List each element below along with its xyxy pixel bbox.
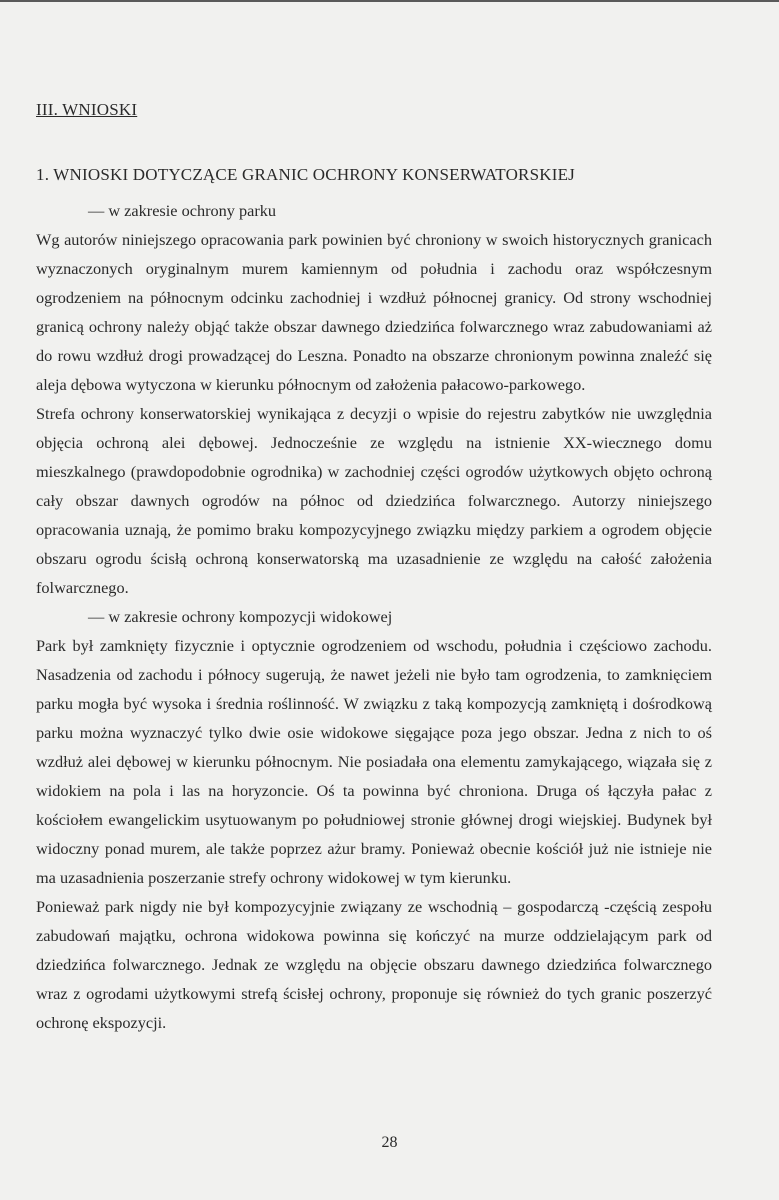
paragraph: Ponieważ park nigdy nie był kompozycyjnie związany ze wschodnią – gospodarczą -częścią zespołu zabudowań majątku, ochrona widokowa powinna się kończyć na murze oddzielającym park od dziedzińca folwarcznego. Jednak ze względu na objęcie obszaru dawnego dziedzińca folwarcznego wraz z ogrodami użytkowymi strefą ścisłej ochrony, proponuje się również do tych granic poszerzyć ochronę ekspozycji.	[36, 897, 712, 1032]
paragraph: Wg autorów niniejszego opracowania park powinien być chroniony w swoich historycznych granicach wyznaczonych oryginalnym murem kamiennym od południa i zachodu oraz współczesnym ogrodzeniem na północnym odcinku zachodniej i wzdłuż północnej granicy. Od strony wschodniej granicą ochrony należy objąć także obszar dawnego dziedzińca folwarcznego wraz zabudowaniami aż do rowu wzdłuż drogi prowadzącej do Leszna. Ponadto na obszarze chronionym powinna znaleźć się aleja dębowa wytyczona w kierunku północnym od założenia pałacowo-parkowego.	[36, 230, 712, 394]
section-heading: III. WNIOSKI	[36, 100, 138, 119]
paragraph: Strefa ochrony konserwatorskiej wynikająca z decyzji o wpisie do rejestru zabytków nie uwzględnia objęcia ochroną alei dębowej. Jednocześnie ze względu na istnienie XX-wiecznego domu mieszkalnego (prawdopodobnie ogrodnika) w zachodniej części ogrodów użytkowych objęto ochroną cały obszar dawnych ogrodów na północ od dziedzińca folwarcznego. Autorzy niniejszego opracowania uznają, że pomimo braku kompozycyjnego związku między parkiem a ogrodem objęcie obszaru ogrodu ścisłą ochroną konserwatorską ma uzasadnienie ze względu na całość założenia folwarcznego.	[36, 404, 712, 597]
body-text	[36, 196, 712, 1037]
subsection-heading: 1. WNIOSKI DOTYCZĄCE GRANIC OCHRONY KONSERWATORSKIEJ	[36, 165, 575, 184]
subheading-view-protection: — w zakresie ochrony kompozycji widokowej	[88, 607, 393, 626]
subheading-park-protection: — w zakresie ochrony parku	[88, 201, 277, 220]
scan-top-edge	[0, 0, 779, 2]
paragraph: Park był zamknięty fizycznie i optycznie ogrodzeniem od wschodu, południa i częściowo zachodu. Nasadzenia od zachodu i północy sugerują, że nawet jeżeli nie było tam ogrodzenia, to zamknięciem parku mogła być wysoka i średnia roślinność. W związku z taką kompozycją zamkniętą i dośrodkową parku można wyznaczyć tylko dwie osie widokowe sięgające poza jego obszar. Jedna z nich to oś wzdłuż alei dębowej w kierunku północnym. Nie posiadała ona elementu zamykającego, wiązała się z widokiem na pola i las na horyzoncie. Oś ta powinna być chroniona. Druga oś łączyła pałac z kościołem ewangelickim usytuowanym po południowej stronie głównej drogi wiejskiej. Budynek był widoczny ponad murem, ale także poprzez ażur bramy. Ponieważ obecnie kościół już nie istnieje nie ma uzasadnienia poszerzanie strefy ochrony widokowej w tym kierunku.	[36, 636, 712, 887]
page-number: 28	[381, 1134, 398, 1151]
